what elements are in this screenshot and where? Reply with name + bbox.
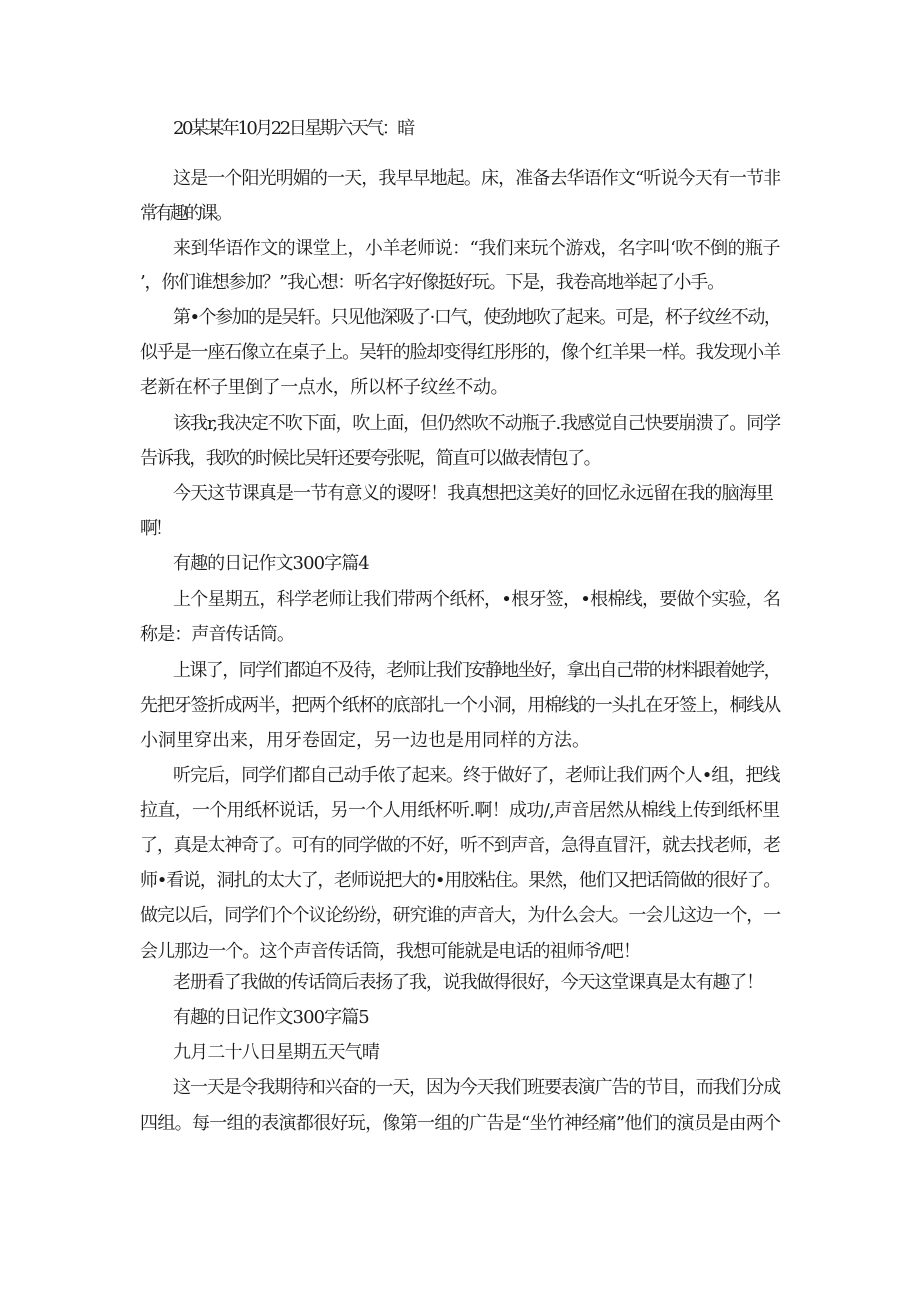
text-line: 做完以后，同学们个个议论纷纷，研究谁的声音大，为什么会大。一会儿这边一个，一 xyxy=(140,905,780,926)
section-heading: 有趣的日记作文300字篇4 xyxy=(173,553,369,574)
text-line: 上课了，同学们都迫不及待，老师让我们安静地坐好，拿出自己带的材料跟着她学， xyxy=(173,660,780,681)
text-line: 今天这节课真是一节有意义的谡呀！我真想把这美好的回忆永远留在我的脑海里 xyxy=(173,483,773,504)
text-line: 了，真是太神奇了。可有的同学做的不好，听不到声音，急得直冒汗，就去找老师，老 xyxy=(140,835,780,856)
text-line: 拉直，一个用纸杯说话，另一个人用纸杯听.啊！成功/,声音居然从棉线上传到纸杯里 xyxy=(140,800,780,821)
text-line: 先把牙签折成两半，把两个纸杯的底部扎一个小洞，用棉线的一头扎在牙签上，桐线从 xyxy=(140,695,780,716)
diary-date-line: 20某某年10月22日星期六天气：暗 xyxy=(173,118,413,139)
text-line: 称是：声音传话筒。 xyxy=(140,624,294,645)
text-line: 师•看说，洞扎的太大了，老师说把大的•用胶粘住。果然，他们又把话筒做的很好了。 xyxy=(140,870,781,891)
text-line: 会儿那边一个。这个声音传话筒，我想可能就是电话的祖师爷/吧！ xyxy=(140,941,641,962)
text-line: 似乎是一座石像立在桌子上。吴轩的脸却变得红彤彤的，像个红羊果一样。我发现小羊 xyxy=(140,342,780,363)
text-line: 老新在杯子里倒了一点水，所以杯子纹丝不动。 xyxy=(140,377,508,398)
section-heading: 有趣的日记作文300字篇5 xyxy=(173,1007,369,1028)
text-line: 来到华语作文的课堂上，小羊老师说：“我们来玩个游戏，名字叫‘吹不倒的瓶子 xyxy=(173,238,780,259)
text-line: 告诉我，我吹的时候比吴轩还要夸张呢，简直可以做表情包了。 xyxy=(140,448,600,469)
text-line: 上个星期五，科学老师让我们带两个纸杯，•根牙签，•根棉线，要做个实验，名 xyxy=(173,589,781,610)
text-line: 第•个参加的是吴轩。只见他深吸了·口气，使劲地吹了起来。可是，杯子纹丝不动， xyxy=(173,307,781,328)
text-line: 常有趣的课。 xyxy=(140,203,230,224)
text-line: 听完后，同学们都自己动手侬了起来。终于做好了，老师让我们两个人•组，把线 xyxy=(173,765,780,786)
text-line: 这是一个阳光明媚的一天，我早早地起。床，准备去华语作文“听说今天有一节非 xyxy=(173,168,781,189)
text-line: 该我r,我决定不吹下面，吹上面，但仍然吹不动瓶子.我感觉自己快要崩溃了。同学 xyxy=(173,413,781,434)
text-line: 这一天是令我期待和兴奋的一天，因为今天我们班要表演广告的节目，而我们分成 xyxy=(173,1077,780,1098)
text-line: 四组。每一组的表演都很好玩，像第一组的广告是“坐竹神经痛”他们的演员是由两个 xyxy=(140,1113,781,1134)
text-line: 啊！ xyxy=(140,518,170,539)
text-line: ’，你们谁想参加？”我心想：听名字好像挺好玩。下是，我卷高地举起了小手。 xyxy=(140,272,724,293)
diary-date-line: 九月二十八日星期五天气晴 xyxy=(173,1042,379,1063)
text-line: 小洞里穿出来，用牙卷固定，另一边也是用同样的方法。 xyxy=(140,730,590,751)
text-line: 老册看了我做的传话筒后表扬了我，说我做得很好，今天这堂课真是太有趣了！ xyxy=(173,972,763,993)
